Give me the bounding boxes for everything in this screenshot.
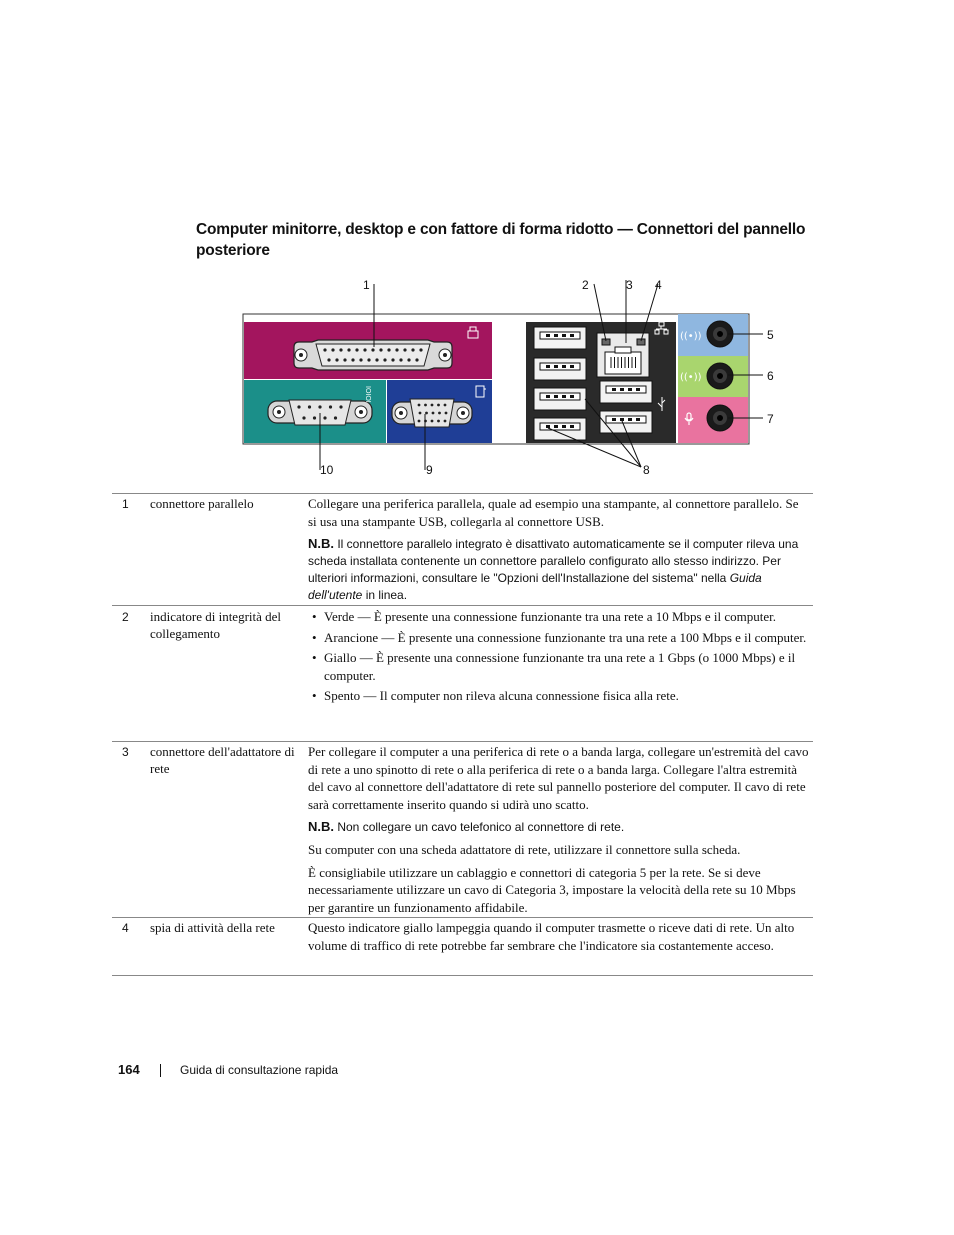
list-item: • Giallo — È presente una connessione funzionante tra una rete a 1 Gbps (o 1000 Mbps) e il computer. — [308, 649, 810, 684]
callout-2: 2 — [582, 278, 589, 292]
note: N.B. Non collegare un cavo telefonico al connettore di rete. — [308, 819, 625, 834]
callout-7: 7 — [767, 412, 774, 426]
callout-6: 6 — [767, 369, 774, 383]
footer-divider — [160, 1064, 161, 1077]
callout-1: 1 — [363, 278, 370, 292]
list-item: • Verde — È presente una connessione funzionante tra una rete a 10 Mbps e il computer. — [308, 608, 810, 626]
line-in-icon — [680, 331, 702, 342]
page-number: 164 — [118, 1062, 140, 1077]
footer-title: Guida di consultazione rapida — [180, 1063, 339, 1077]
row-item: spia di attività della rete — [150, 920, 275, 935]
svg-text:((•)): ((•)) — [680, 331, 702, 342]
callout-10: 10 — [320, 463, 334, 477]
vga-connector — [392, 399, 472, 427]
row-item: connettore dell'adattatore di rete — [150, 744, 295, 776]
row-item: indicatore di integrità del collegamento — [150, 609, 282, 641]
table-rule — [112, 975, 813, 976]
callout-5: 5 — [767, 328, 774, 342]
callout-3: 3 — [626, 278, 633, 292]
table-rule — [112, 741, 813, 742]
svg-text:((•)): ((•)) — [680, 372, 702, 383]
row-item: connettore parallelo — [150, 496, 254, 511]
row-number: 4 — [122, 921, 129, 935]
note: N.B. Il connettore parallelo integrato è disattivato automaticamente se il computer rileva una scheda installata contenente un connettore parallelo configurato allo stesso indirizzo. Per ulteriori informazioni, consultare le "Opzioni dell'Installazione del sistema" nella Guida dell'utente in linea. — [308, 536, 799, 602]
row-description: Questo indicatore giallo lampeggia quando il computer trasmette o riceve dati di rete. Un alto volume di traffico di rete potrebbe far sembrare che l'indicatore sia costantemente acceso. — [308, 920, 795, 953]
rear-panel-diagram — [0, 0, 954, 480]
row-description: Collegare una periferica parallela, quale ad esempio una stampante, al connettore parallelo. Se si usa una stampante USB, collegarla al connettore USB. N.B. Il connettore parallelo integrato è disattivato automaticamente se il computer rileva una scheda installata contenente un connettore parallelo configurato allo stesso indirizzo. Per ulteriori informazioni, consultare le "Opzioni dell'Installazione del sistema" nella Guida dell'utente in linea. — [308, 495, 810, 609]
row-number: 3 — [122, 745, 129, 759]
list-item: • Spento — Il computer non rileva alcuna connessione fisica alla rete. — [308, 687, 810, 705]
row-description — [308, 608, 810, 708]
table-rule — [112, 493, 813, 494]
callout-8: 8 — [643, 463, 650, 477]
parallel-connector — [294, 340, 452, 370]
callout-4: 4 — [655, 278, 662, 292]
page-title: Computer minitorre, desktop e con fattore di forma ridotto — Connettori del pannello posteriore — [196, 221, 806, 259]
callout-9: 9 — [426, 463, 433, 477]
line-out-icon — [680, 372, 702, 383]
row-number: 2 — [122, 610, 129, 624]
serial-ioioi-icon — [364, 386, 371, 403]
row-description: Per collegare il computer a una periferica di rete o a banda larga, collegare un'estremità del cavo di rete a uno spinotto di rete o alla periferica di rete o a banda larga. Collegare l'altra estremità del cavo al connettore dell'adattatore di rete sul pannello posteriore del computer. Il cavo di rete sarà correttamente inserito quando si udirà uno scatto. N.B. Non collegare un cavo telefonico al connettore di rete. Su computer con una scheda adattatore di rete, utilizzare il connettore sulla scheda. È consigliabile utilizzare un cablaggio e connettori di categoria 5 per la rete. Se si deve necessariamente utilizzare un cavo di Categoria 3, impostare la velocità della rete su 10 Mbps per garantire un funzionamento affidabile. — [308, 744, 809, 915]
row-number: 1 — [122, 497, 129, 511]
svg-text:IOIOI: IOIOI — [364, 386, 371, 403]
list-item: • Arancione — È presente una connessione funzionante tra una rete a 100 Mbps e il computer. — [308, 629, 810, 647]
